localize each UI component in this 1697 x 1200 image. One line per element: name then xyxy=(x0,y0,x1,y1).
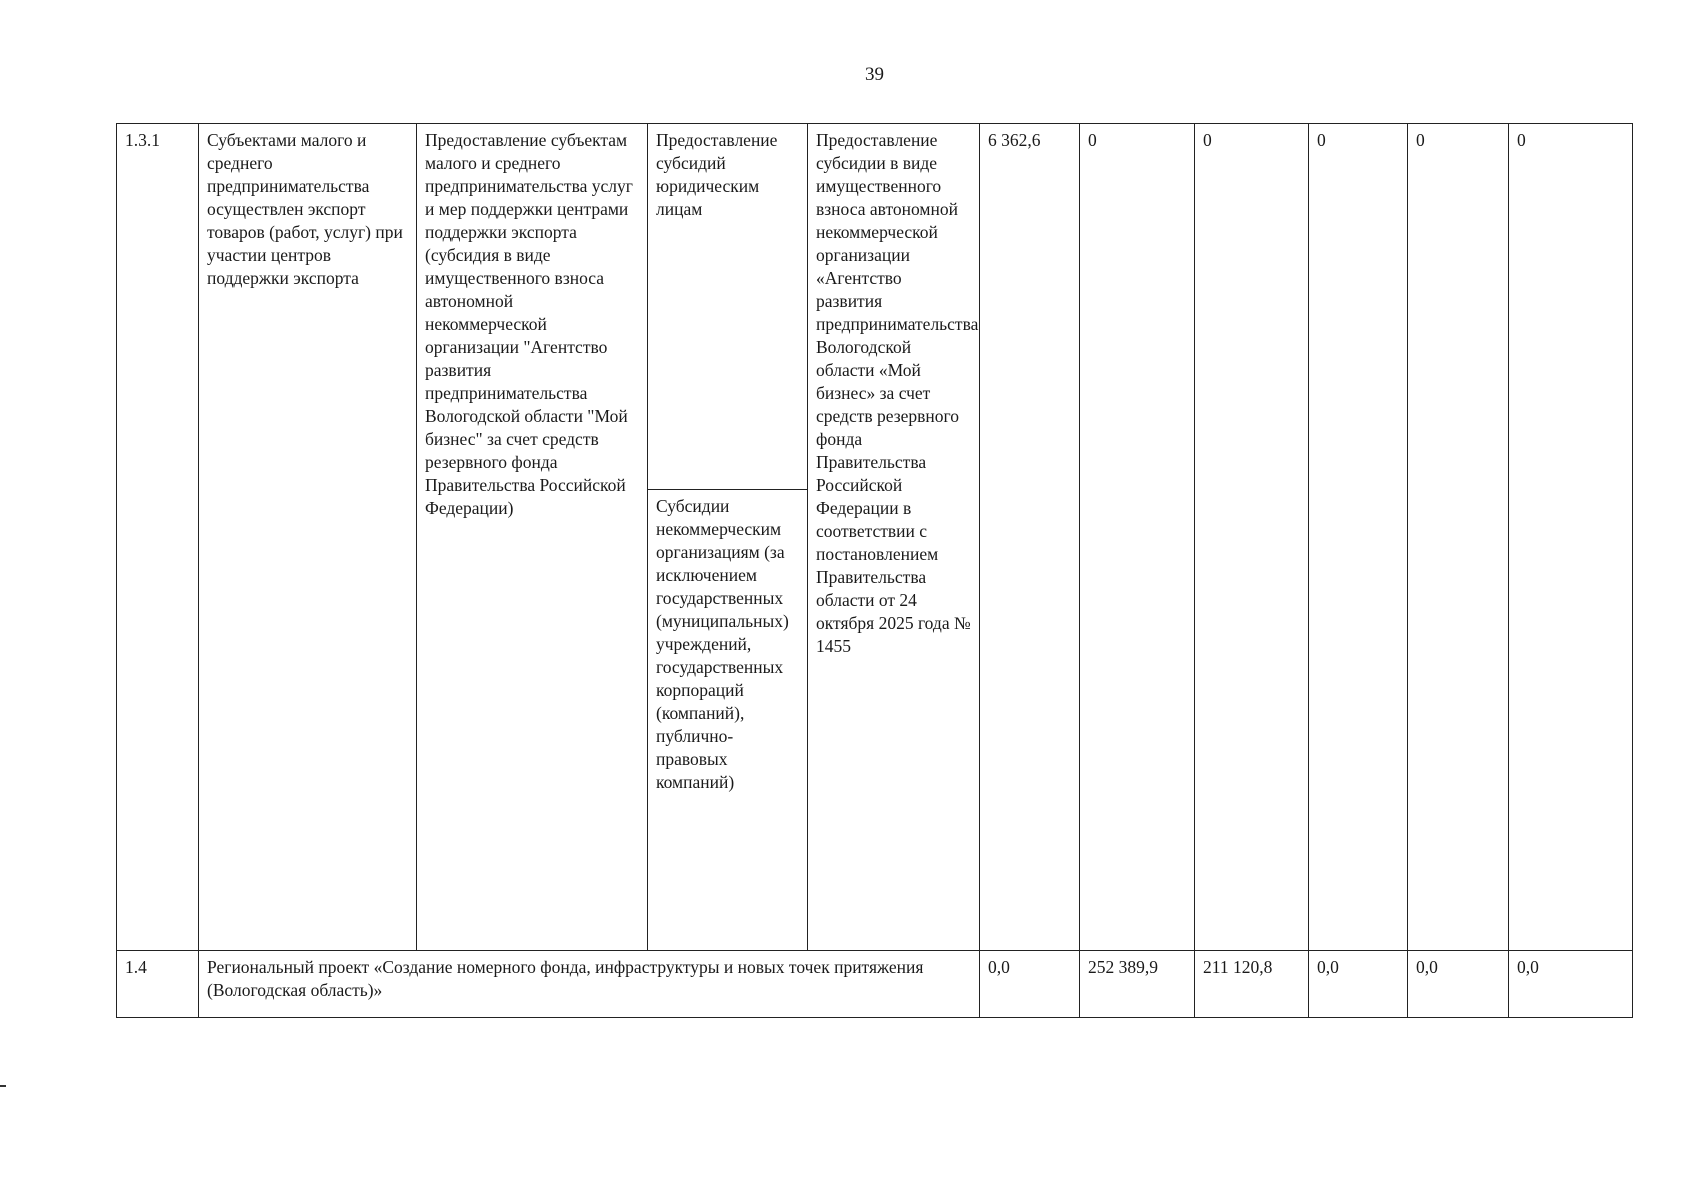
description-cell: Предоставление субсидии в виде имущественного взноса автономной некоммерческой организации «Агентство развития предпринимательства Вологодской области «Мой бизнес» за счет средств резервного фонда Правительства Российской Федерации в соответствии с постановлением Правительства области от 24 октября 2025 года № 1455 xyxy=(808,124,980,951)
value-cell: 0,0 xyxy=(1309,951,1408,1018)
value-cell: 0 xyxy=(1080,124,1195,951)
project-title: Региональный проект «Создание номерного фонда, инфраструктуры и новых точек притяжения (Вологодская область)» xyxy=(199,951,980,1018)
page-number: 39 xyxy=(865,64,884,85)
program-table xyxy=(116,123,1633,1018)
value-cell: 0 xyxy=(1195,124,1309,951)
type-cell-1: Предоставление субсидий юридическим лицам xyxy=(648,124,808,490)
value-cell: 0 xyxy=(1408,124,1509,951)
value-cell: 0 xyxy=(1309,124,1408,951)
value-cell: 211 120,8 xyxy=(1195,951,1309,1018)
value-cell: 0,0 xyxy=(1509,951,1633,1018)
result-cell: Субъектами малого и среднего предпринимательства осуществлен экспорт товаров (работ, услуг) при участии центров поддержки экспорта xyxy=(199,124,417,951)
margin-mark xyxy=(0,1085,6,1087)
value-cell: 6 362,6 xyxy=(980,124,1080,951)
row-code: 1.4 xyxy=(117,951,199,1018)
value-cell: 0 xyxy=(1509,124,1633,951)
event-cell: Предоставление субъектам малого и среднего предпринимательства услуг и мер поддержки центрами поддержки экспорта (субсидия в виде имущественного взноса автономной некоммерческой организации "Агентство развития предпринимательства Вологодской области "Мой бизнес" за счет средств резервного фонда Правительства Российской Федерации) xyxy=(417,124,648,951)
value-cell: 0,0 xyxy=(980,951,1080,1018)
value-cell: 0,0 xyxy=(1408,951,1509,1018)
type-cell-2: Субсидии некоммерческим организациям (за исключением государственных (муниципальных) учреждений, государственных корпораций (компаний), публично-правовых компаний) xyxy=(648,490,808,951)
table-row xyxy=(117,124,1633,490)
value-cell: 252 389,9 xyxy=(1080,951,1195,1018)
table-row xyxy=(117,951,1633,1018)
row-code: 1.3.1 xyxy=(117,124,199,951)
